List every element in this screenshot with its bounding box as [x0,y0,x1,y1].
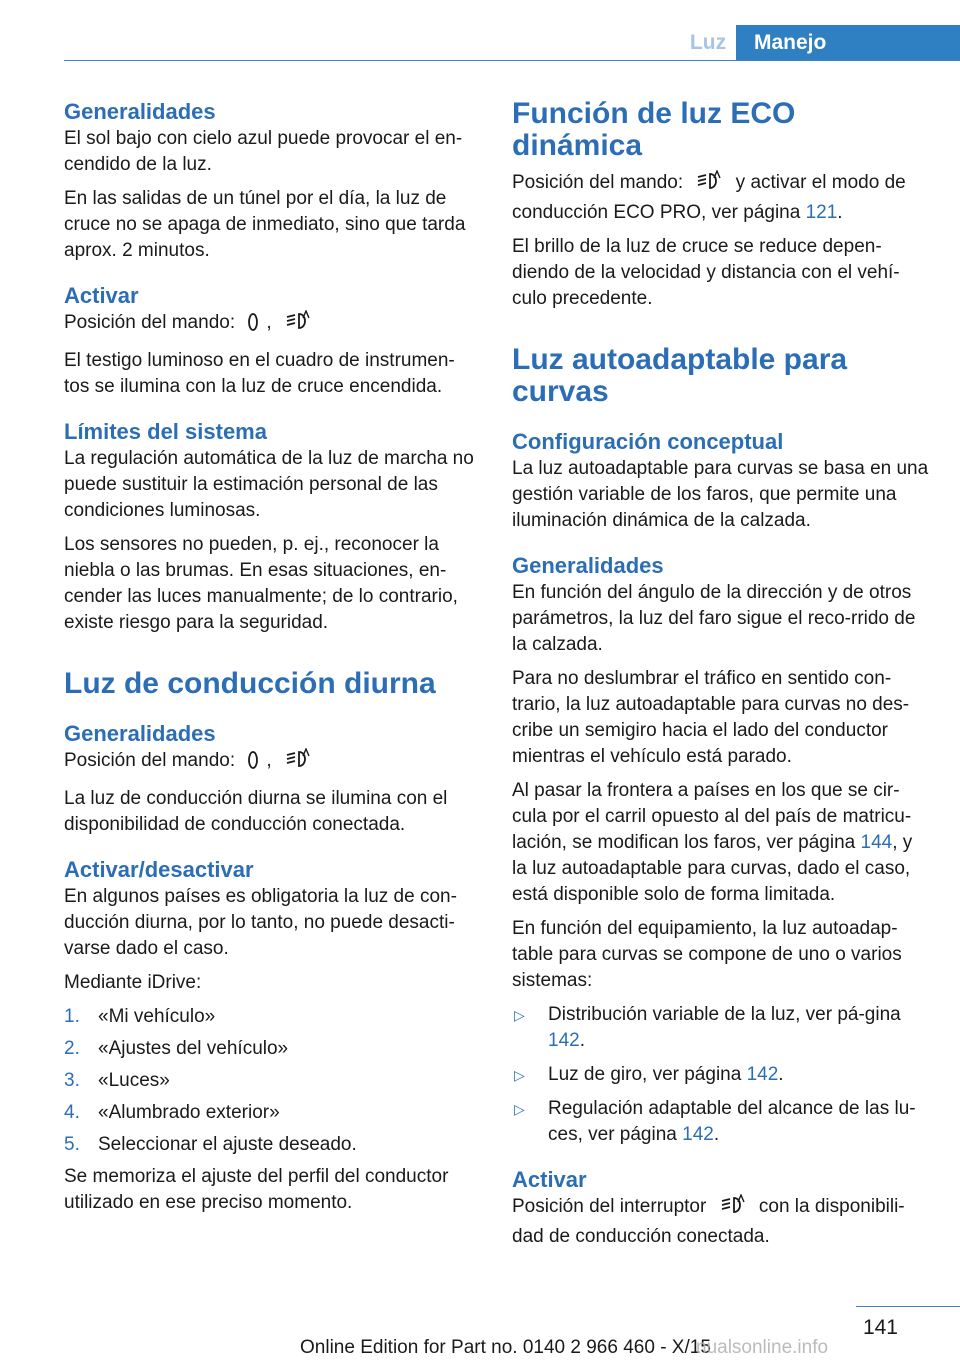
list-item [512,1096,930,1148]
bullet-triangle-icon: ▷ [514,1007,525,1023]
page-number: 141 [862,1316,898,1339]
tab-luz: Luz [689,31,727,54]
auto-light-icon [283,748,313,778]
text: . [713,1124,720,1145]
systems-list [512,1002,930,1148]
auto-light-icon [283,310,313,340]
left-column [64,98,476,1216]
list-item [64,1132,476,1158]
text: Regulación adaptable del alcance de las lu-ces, ver página [548,1098,916,1145]
text: , [266,312,272,333]
text: Posición del mando: [512,172,684,193]
section-title-activar: Activar [512,1167,587,1192]
text: . [837,202,843,223]
text: . [579,1030,585,1051]
footer-rule [856,1306,960,1307]
headlight-off-icon [246,750,260,778]
section-title-activar: Activar [64,283,139,308]
paragraph-frontera [512,778,930,908]
text: Al pasar la frontera a países en los que se cir-cula por el carril opuesto al del país de matricu-lación, se modifican los faros, ver página [512,780,912,853]
step-number: 3. [64,1070,80,1091]
page-link[interactable]: 121 [805,202,838,223]
auto-light-icon [694,170,724,200]
paragraph: La luz de conducción diurna se ilumina con el disponibilidad de conducción conectada. [64,788,448,835]
paragraph: El brillo de la luz de cruce se reduce depen-diendo de la velocidad y distancia con el vehí-culo precedente. [512,236,900,309]
text: , [266,750,272,771]
chapter-title-curvas: Luz autoadaptable para curvas [512,343,848,408]
text: Distribución variable de la luz, ver pá-gina [548,1004,901,1025]
auto-light-icon [718,1194,748,1224]
paragraph: Se memoriza el ajuste del perfil del conductor utilizado en ese preciso momento. [64,1166,449,1213]
list-item [512,1002,930,1054]
paragraph-switch-position [512,1194,930,1250]
paragraph: La luz autoadaptable para curvas se basa en una gestión variable de los faros, que permite una iluminación dinámica de la calzada. [512,458,929,531]
section-title-generalidades: Generalidades [512,553,664,578]
text: Posición del interruptor [512,1196,707,1217]
section-title-generalidades: Generalidades [64,721,216,746]
paragraph: En función del equipamiento, la luz autoadap-table para curvas se compone de uno o varios sistemas: [512,918,902,991]
right-column [512,98,930,1250]
page-link[interactable]: 142 [548,1030,580,1051]
chapter-title-luz-diurna: Luz de conducción diurna [64,667,436,700]
step-text: Seleccionar el ajuste deseado. [98,1134,357,1155]
header-rule [64,60,960,61]
list-item [64,1036,476,1062]
bullet-triangle-icon: ▷ [514,1101,525,1117]
section-title-activar-desactivar: Activar/desactivar [64,857,254,882]
list-item [64,1100,476,1126]
section-title-configuracion: Configuración conceptual [512,429,784,454]
step-text: «Luces» [98,1070,170,1091]
paragraph: Los sensores no pueden, p. ej., reconocer la niebla o las brumas. En esas situaciones, en-cender las luces manualmente; de lo contrario, existe riesgo para la seguridad. [64,534,458,633]
bullet-triangle-icon: ▷ [514,1067,525,1083]
paragraph: En algunos países es obligatoria la luz de con-ducción diurna, por lo tanto, no puede desacti-varse dado el caso. [64,886,457,959]
edition-text: Online Edition for Part no. 0140 2 966 460 - X/15 [300,1337,711,1358]
paragraph: La regulación automática de la luz de marcha no puede sustituir la estimación personal de las condiciones luminosas. [64,448,474,521]
step-number: 1. [64,1006,80,1027]
list-item [64,1004,476,1030]
paragraph: Para no deslumbrar el tráfico en sentido con-trario, la luz autoadaptable para curvas no des-cribe un semigiro hacia el lado del conductor mientras el vehículo está parado. [512,668,910,767]
paragraph-eco [512,170,930,226]
chapter-title-eco: Función de luz ECO dinámica [512,97,796,162]
page-link[interactable]: 142 [746,1064,779,1085]
list-item [64,1068,476,1094]
paragraph: Mediante iDrive: [64,972,202,993]
text: . [778,1064,784,1085]
paragraph: El sol bajo con cielo azul puede provocar el en-cendido de la luz. [64,128,463,175]
paragraph-control-position [64,748,476,778]
text: Posición del mando: [64,312,236,333]
step-text: «Alumbrado exterior» [98,1102,280,1123]
text: Posición del mando: [64,750,236,771]
step-number: 4. [64,1102,80,1123]
section-title-generalidades: Generalidades [64,99,216,124]
text: , y la luz autoadaptable para curvas, dado el caso, está disponible solo de forma limitada. [512,832,913,905]
paragraph: En función del ángulo de la dirección y de otros parámetros, la luz del faro sigue el reco-rrido de la calzada. [512,582,916,655]
page-link[interactable]: 144 [860,832,893,853]
step-text: «Mi vehículo» [98,1006,216,1027]
text: y activar el modo de conducción ECO PRO, ver página [512,172,906,223]
paragraph: El testigo luminoso en el cuadro de instrumen-tos se ilumina con la luz de cruce encendida. [64,350,455,397]
paragraph: En las salidas de un túnel por el día, la luz de cruce no se apaga de inmediato, sino que tarda aprox. 2 minutos. [64,188,466,261]
text: Luz de giro, ver página [548,1064,742,1085]
headlight-off-icon [246,312,260,340]
idrive-steps-list [64,1004,476,1158]
page-link[interactable]: 142 [682,1124,714,1145]
section-title-limites: Límites del sistema [64,419,267,444]
list-item [512,1062,930,1088]
step-number: 5. [64,1134,80,1155]
tab-manejo: Manejo [736,25,960,61]
text: con la disponibili-dad de conducción conectada. [512,1196,905,1247]
paragraph-control-position [64,310,476,340]
step-number: 2. [64,1038,80,1059]
watermark: nualsonline.info [696,1337,829,1358]
step-text: «Ajustes del vehículo» [98,1038,289,1059]
